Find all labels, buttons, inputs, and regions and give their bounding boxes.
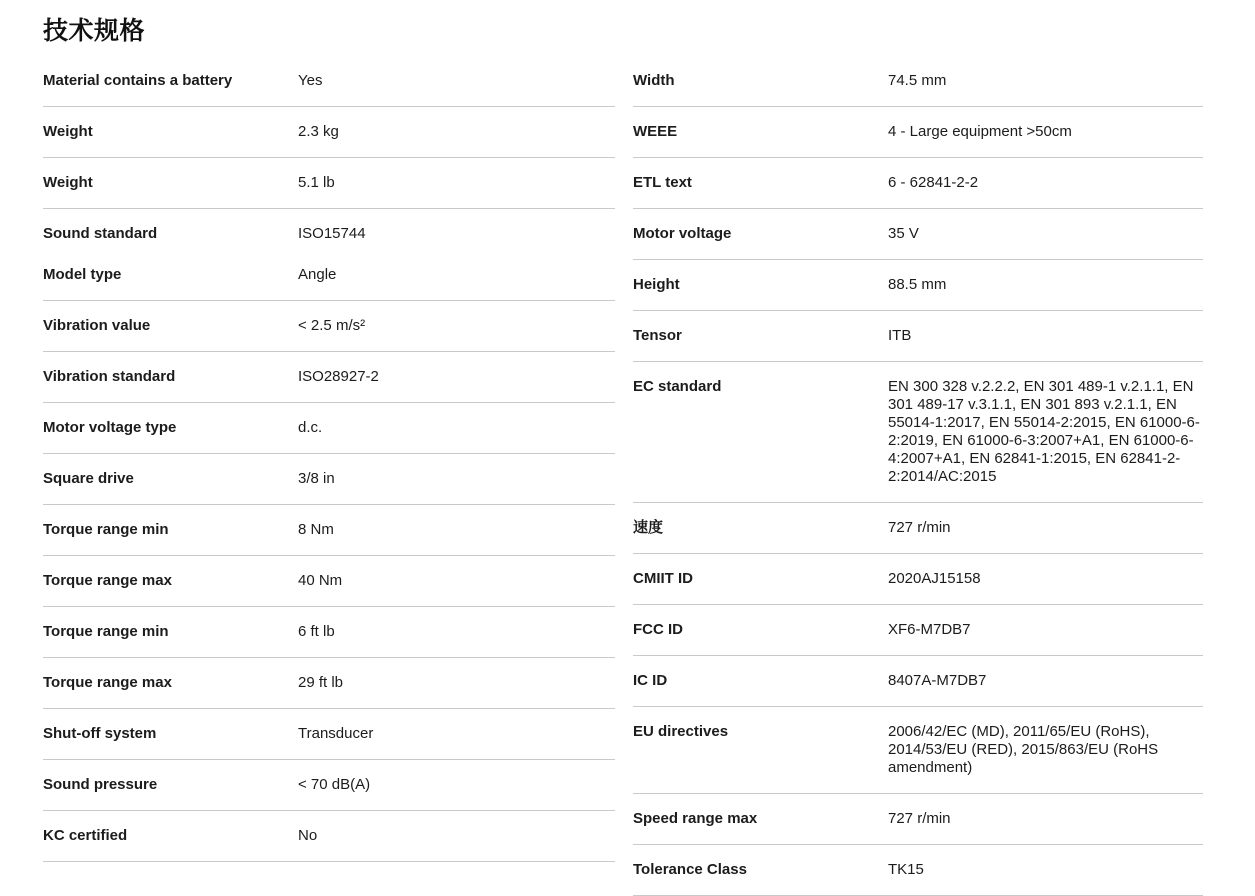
spec-label: FCC ID (633, 621, 683, 638)
spec-value: ISO15744 (298, 225, 366, 242)
spec-label: Width (633, 72, 675, 89)
page-title: 技术规格 (43, 17, 146, 45)
spec-value: 6 ft lb (298, 623, 335, 640)
spec-value: 6 - 62841-2-2 (888, 174, 979, 191)
spec-row (43, 368, 615, 386)
spec-value: 8407A-M7DB7 (888, 672, 987, 689)
spec-cell (43, 709, 615, 760)
spec-row (43, 123, 615, 141)
spec-value: 2006/42/EC (MD), 2011/65/EU (RoHS), 2014/53/EU (RED), 2015/863/EU (RoHS amendment) (888, 723, 1159, 776)
spec-value: ISO28927-2 (298, 368, 379, 385)
spec-value: No (298, 827, 318, 844)
spec-column-left (43, 56, 615, 862)
spec-row (633, 621, 1203, 639)
spec-value: 35 V (888, 225, 919, 242)
spec-cell (633, 605, 1203, 656)
spec-cell (633, 845, 1203, 896)
spec-row (633, 378, 1203, 486)
spec-cell (43, 56, 615, 107)
spec-cell (43, 505, 615, 556)
spec-row (633, 672, 1203, 690)
spec-cell (43, 403, 615, 454)
spec-cell (43, 607, 615, 658)
spec-value: 2020AJ15158 (888, 570, 981, 587)
spec-cell (43, 658, 615, 709)
spec-value: Angle (298, 266, 337, 283)
spec-row (43, 776, 615, 794)
spec-cell (633, 311, 1203, 362)
spec-column-right (633, 56, 1203, 896)
spec-table (43, 56, 1204, 896)
spec-label: Material contains a battery (43, 72, 233, 89)
spec-label: Torque range min (43, 521, 169, 538)
spec-cell (43, 301, 615, 352)
spec-row (633, 810, 1203, 828)
spec-label: 速度 (633, 519, 664, 536)
spec-label: WEEE (633, 123, 678, 140)
spec-label: EC standard (633, 378, 722, 395)
spec-label: Tolerance Class (633, 861, 747, 878)
spec-label: Torque range max (43, 572, 172, 589)
spec-cell (633, 656, 1203, 707)
spec-value: < 2.5 m/s² (298, 317, 366, 334)
spec-row (43, 419, 615, 437)
spec-row (43, 225, 615, 243)
spec-value: TK15 (888, 861, 924, 878)
spec-label: Sound standard (43, 225, 158, 242)
spec-cell (633, 107, 1203, 158)
spec-value: 3/8 in (298, 470, 335, 487)
spec-label: Square drive (43, 470, 134, 487)
spec-value: Yes (298, 72, 323, 89)
spec-cell (633, 209, 1203, 260)
spec-row (43, 174, 615, 192)
spec-cell (633, 56, 1203, 107)
spec-value: < 70 dB(A) (298, 776, 371, 793)
spec-value: 2.3 kg (298, 123, 339, 140)
spec-label: Speed range max (633, 810, 758, 827)
spec-label: Vibration standard (43, 368, 176, 385)
spec-row (633, 276, 1203, 294)
spec-value: ITB (888, 327, 912, 344)
spec-label: Torque range max (43, 674, 172, 691)
spec-cell (633, 503, 1203, 554)
spec-label: KC certified (43, 827, 128, 844)
spec-row (633, 72, 1203, 90)
spec-row (633, 861, 1203, 879)
spec-label: Torque range min (43, 623, 169, 640)
spec-row (43, 266, 615, 284)
spec-value: 727 r/min (888, 810, 951, 827)
spec-row (633, 123, 1203, 141)
spec-label: ETL text (633, 174, 692, 191)
spec-label: IC ID (633, 672, 668, 689)
spec-row (633, 327, 1203, 345)
spec-label: EU directives (633, 723, 729, 740)
spec-row (43, 317, 615, 335)
spec-row (43, 521, 615, 539)
spec-value: 40 Nm (298, 572, 343, 589)
spec-row (43, 827, 615, 845)
spec-value: EN 300 328 v.2.2.2, EN 301 489-1 v.2.1.1, EN 301 489-17 v.3.1.1, EN 301 893 v.2.1.1, EN 55014-1:2017, EN 55014-2:2015, EN 61000-6-2:2019, EN 61000-6-3:2007+A1, EN 61000-6-4:2007+A1, EN 62841-1:2015, EN 62841-2-2:2014/AC:2015 (888, 378, 1200, 485)
spec-label: CMIIT ID (633, 570, 693, 587)
spec-row (43, 470, 615, 488)
spec-value: Transducer (298, 725, 374, 742)
spec-value: XF6-M7DB7 (888, 621, 971, 638)
spec-cell (43, 811, 615, 862)
spec-value: 74.5 mm (888, 72, 947, 89)
spec-label: Model type (43, 266, 122, 283)
spec-label: Tensor (633, 327, 682, 344)
spec-label: Sound pressure (43, 776, 158, 793)
spec-row (633, 570, 1203, 588)
spec-value: 727 r/min (888, 519, 951, 536)
spec-label: Shut-off system (43, 725, 157, 742)
spec-cell (633, 260, 1203, 311)
spec-row (43, 623, 615, 641)
spec-cell (633, 362, 1203, 503)
spec-row (43, 725, 615, 743)
spec-cell (43, 352, 615, 403)
spec-cell (43, 107, 615, 158)
spec-row (43, 572, 615, 590)
spec-row (633, 519, 1203, 537)
spec-cell (633, 554, 1203, 605)
spec-cell (43, 158, 615, 209)
spec-cell (43, 454, 615, 505)
spec-row (633, 174, 1203, 192)
spec-value: 29 ft lb (298, 674, 344, 691)
spec-cell (43, 556, 615, 607)
spec-label: Motor voltage type (43, 419, 177, 436)
spec-value: 8 Nm (298, 521, 334, 538)
spec-label: Vibration value (43, 317, 151, 334)
spec-value: d.c. (298, 419, 323, 436)
spec-cell (43, 760, 615, 811)
spec-cell (633, 794, 1203, 845)
spec-value: 88.5 mm (888, 276, 947, 293)
spec-cell (43, 209, 615, 301)
spec-row (633, 225, 1203, 243)
spec-row (43, 72, 615, 90)
spec-label: Weight (43, 123, 93, 140)
spec-row (633, 723, 1203, 777)
spec-value: 4 - Large equipment >50cm (888, 123, 1072, 140)
spec-label: Height (633, 276, 680, 293)
spec-label: Weight (43, 174, 93, 191)
spec-row (43, 674, 615, 692)
spec-cell (633, 158, 1203, 209)
spec-cell (633, 707, 1203, 794)
spec-value: 5.1 lb (298, 174, 335, 191)
spec-label: Motor voltage (633, 225, 732, 242)
